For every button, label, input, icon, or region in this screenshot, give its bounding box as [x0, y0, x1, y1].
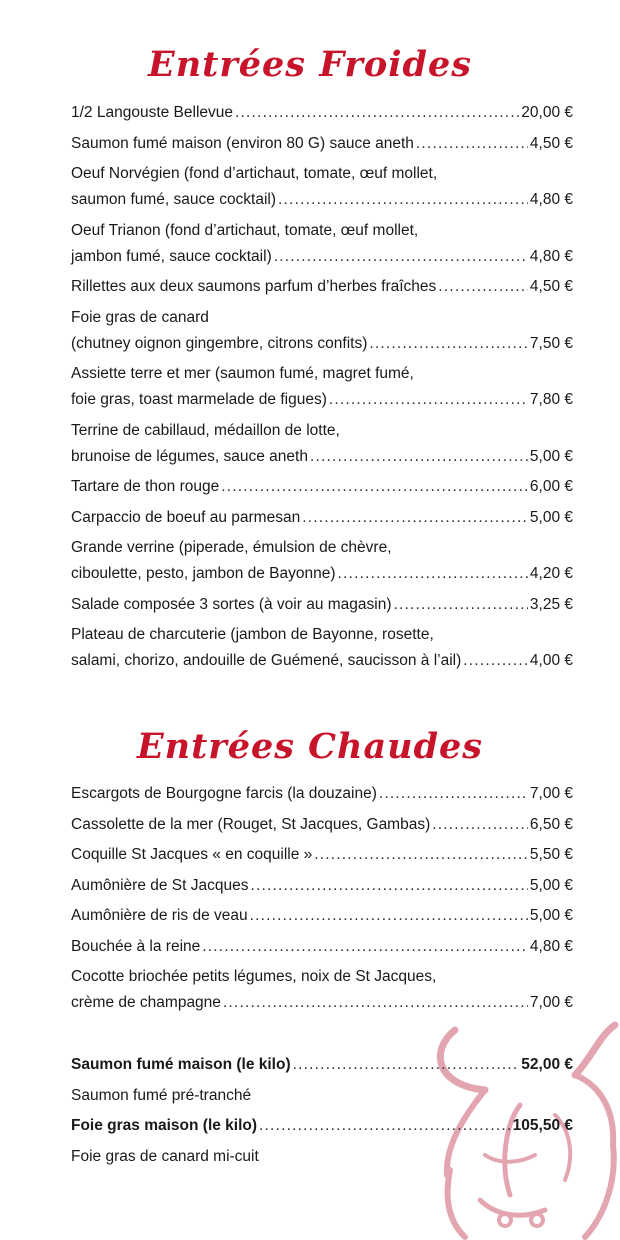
item-price: 20,00 € — [521, 104, 573, 121]
item-description: Cocotte briochée petits légumes, noix de St Jacques, — [71, 968, 437, 985]
menu-item — [71, 842, 573, 868]
item-description: Foie gras de canard — [71, 308, 209, 326]
menu-item — [71, 361, 573, 413]
leader-dots — [432, 812, 528, 838]
item-price: 7,50 € — [529, 334, 573, 352]
item-description: Oeuf Norvégien (fond d’artichaut, tomate, œuf mollet, — [71, 165, 438, 182]
menu-item — [71, 812, 573, 838]
item-label: Tartare de thon rouge — [71, 478, 220, 495]
item-label: Saumon fumé maison (environ 80 G) sauce aneth — [71, 134, 414, 152]
leader-dots — [235, 100, 519, 126]
bull-horn-right — [575, 1025, 615, 1075]
menu-item — [71, 474, 573, 500]
item-label: Foie gras maison (le kilo) — [71, 1117, 258, 1134]
item-price: 5,00 € — [529, 508, 573, 526]
menu-item — [71, 1083, 573, 1109]
menu-item — [71, 218, 573, 270]
item-price: 4,20 € — [529, 565, 573, 582]
leader-dots — [379, 781, 528, 807]
item-price: 5,00 € — [529, 876, 573, 894]
item-label: Salade composée 3 sortes (à voir au magasin) — [71, 595, 392, 613]
leader-dots — [259, 1113, 511, 1139]
item-price: 7,00 € — [529, 994, 573, 1011]
leader-dots — [416, 131, 528, 157]
item-price: 5,50 € — [529, 846, 573, 863]
item-label: saumon fumé, sauce cocktail) — [71, 191, 277, 208]
leader-dots — [278, 187, 528, 213]
item-price: 105,50 € — [512, 1117, 573, 1134]
leader-dots — [463, 648, 528, 674]
menu-item — [71, 535, 573, 587]
menu-item — [71, 131, 573, 157]
item-label: salami, chorizo, andouille de Guémené, saucisson à l’ail) — [71, 652, 462, 669]
item-label: (chutney oignon gingembre, citrons confits) — [71, 334, 368, 352]
menu-item — [71, 964, 573, 1016]
leader-dots — [302, 505, 528, 531]
item-price: 6,50 € — [529, 815, 573, 833]
menu-item — [71, 505, 573, 531]
item-label: Saumon fumé maison (le kilo) — [71, 1056, 291, 1073]
menu-item — [71, 622, 573, 674]
menu-list-specialites — [71, 1052, 573, 1170]
item-price: 4,00 € — [529, 652, 573, 669]
item-description: Oeuf Trianon (fond d’artichaut, tomate, œuf mollet, — [71, 221, 419, 239]
leader-dots — [329, 387, 528, 413]
item-description: Plateau de charcuterie (jambon de Bayonne, rosette, — [71, 626, 434, 643]
item-label: foie gras, toast marmelade de figues) — [71, 391, 327, 408]
item-price: 52,00 € — [521, 1056, 573, 1073]
item-label: Aumônière de ris de veau — [71, 907, 248, 924]
bull-nostril-right — [531, 1214, 543, 1226]
item-label: Coquille St Jacques « en coquille » — [71, 846, 313, 863]
section-title-entrees-froides: Entrées Froides — [148, 44, 472, 85]
section-title-entrees-chaudes: Entrées Chaudes — [136, 726, 484, 767]
leader-dots — [274, 244, 528, 270]
item-label: ciboulette, pesto, jambon de Bayonne) — [71, 565, 336, 582]
menu-item — [71, 903, 573, 929]
menu-list-entrees-froides — [71, 100, 573, 674]
leader-dots — [338, 561, 528, 587]
menu-item — [71, 592, 573, 618]
menu-item — [71, 934, 573, 960]
item-label: brunoise de légumes, sauce aneth — [71, 447, 308, 465]
leader-dots — [202, 934, 528, 960]
menu-item — [71, 161, 573, 213]
menu-list-entrees-chaudes — [71, 781, 573, 1016]
leader-dots — [251, 873, 528, 899]
bull-nostril-left — [499, 1214, 511, 1226]
item-label: Foie gras de canard mi-cuit — [71, 1147, 259, 1165]
leader-dots — [394, 592, 528, 618]
item-label: 1/2 Langouste Bellevue — [71, 104, 234, 121]
item-price: 5,00 € — [529, 447, 573, 465]
item-price: 4,80 € — [529, 937, 573, 955]
item-price: 7,00 € — [529, 785, 573, 802]
item-price: 6,00 € — [529, 478, 573, 495]
menu-item — [71, 274, 573, 300]
leader-dots — [369, 331, 528, 357]
item-description: Assiette terre et mer (saumon fumé, magret fumé, — [71, 365, 414, 382]
menu-item — [71, 100, 573, 126]
menu-item — [71, 1113, 573, 1139]
leader-dots — [223, 990, 528, 1016]
menu-item — [71, 1144, 573, 1170]
menu-item — [71, 873, 573, 899]
menu-item — [71, 418, 573, 470]
item-description: Terrine de cabillaud, médaillon de lotte, — [71, 421, 340, 439]
bull-jaw-left — [448, 1170, 465, 1237]
item-price: 4,80 € — [529, 247, 573, 265]
item-price: 4,80 € — [529, 191, 573, 208]
item-label: Carpaccio de boeuf au parmesan — [71, 508, 301, 526]
menu-item — [71, 305, 573, 357]
item-label: jambon fumé, sauce cocktail) — [71, 247, 272, 265]
item-price: 3,25 € — [529, 595, 573, 613]
item-label: Cassolette de la mer (Rouget, St Jacques, Gambas) — [71, 815, 431, 833]
menu-item — [71, 1052, 573, 1078]
bull-jaw-right — [585, 1145, 614, 1237]
item-price: 7,80 € — [529, 391, 573, 408]
item-label: Bouchée à la reine — [71, 937, 201, 955]
leader-dots — [310, 444, 528, 470]
item-label: Escargots de Bourgogne farcis (la douzaine) — [71, 785, 377, 802]
item-description: Grande verrine (piperade, émulsion de chèvre, — [71, 539, 392, 556]
item-price: 4,50 € — [529, 134, 573, 152]
item-label: crème de champagne — [71, 994, 221, 1011]
menu-item — [71, 781, 573, 807]
bull-head-right — [575, 1075, 613, 1145]
item-label: Rillettes aux deux saumons parfum d’herbes fraîches — [71, 278, 437, 295]
leader-dots — [314, 842, 528, 868]
leader-dots — [221, 474, 528, 500]
leader-dots — [438, 274, 528, 300]
item-price: 4,50 € — [529, 278, 573, 295]
item-label: Saumon fumé pré-tranché — [71, 1086, 252, 1104]
item-label: Aumônière de St Jacques — [71, 876, 249, 894]
item-price: 5,00 € — [529, 907, 573, 924]
leader-dots — [293, 1052, 520, 1078]
leader-dots — [250, 903, 528, 929]
